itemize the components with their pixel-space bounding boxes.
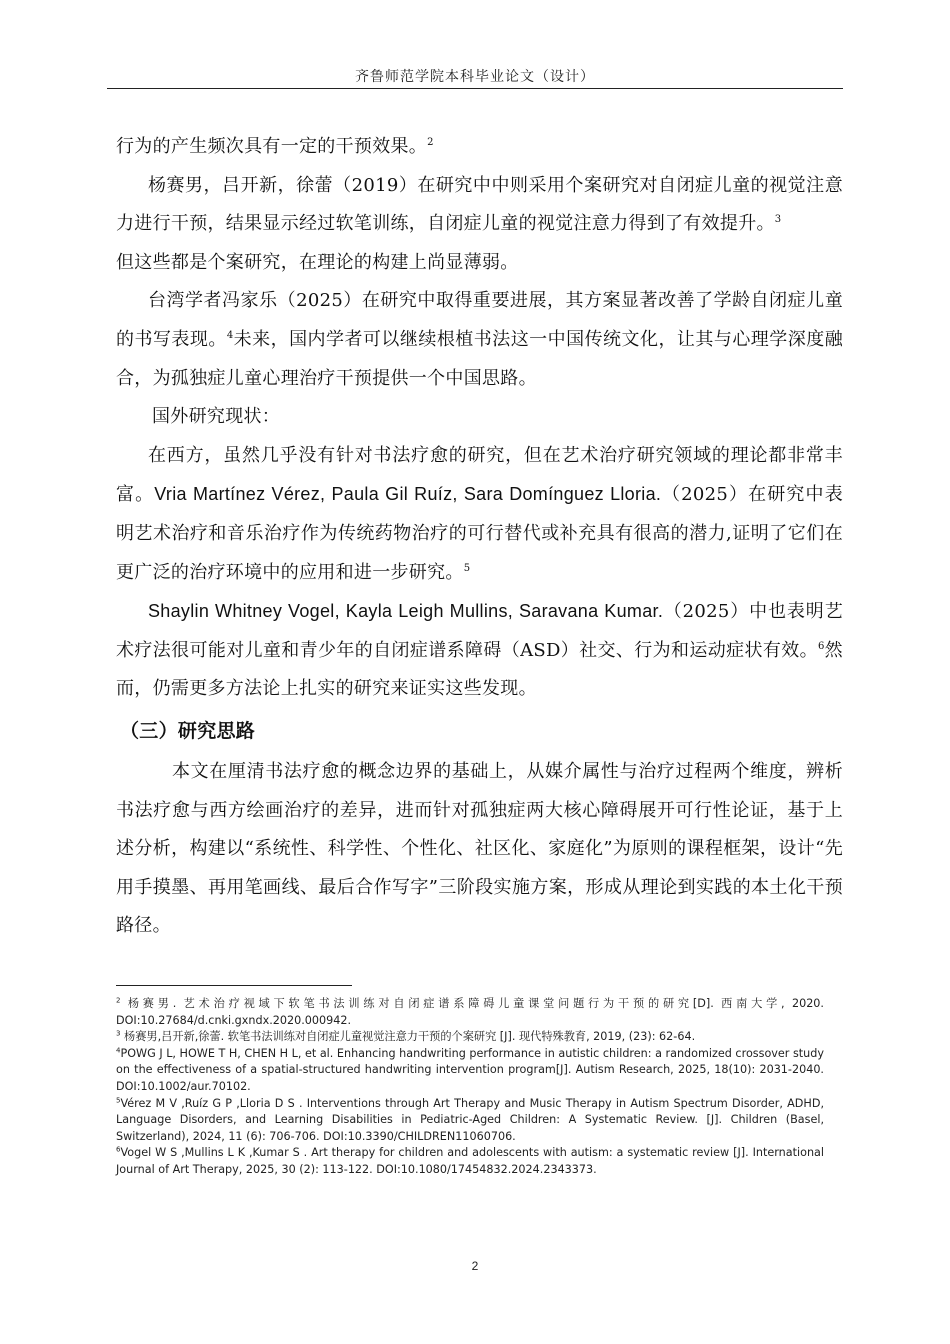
footnote-item xyxy=(116,1145,824,1178)
footnote-item xyxy=(116,996,824,1029)
paragraph-text: 在西方，虽然几乎没有针对书法疗愈的研究，但在艺术治疗研究领域的理论都非常丰富。 xyxy=(116,444,843,506)
header-divider xyxy=(107,88,843,89)
footnote-item xyxy=(116,1029,824,1046)
footnote-ref[interactable]: 6 xyxy=(817,640,825,652)
footnote-item xyxy=(116,1046,824,1096)
footnote-text: Vérez M V ,Ruíz G P ,Lloria D S . Interventions through Art Therapy and Music Therapy in Autism Spectrum Disorder, ADHD, Language Disorders, and Learning Disabilities in Pediatric-Aged Children: A Systematic Review. [J]. Children (Basel, Switzerland), 2024, 11 (6): 706-706. DOI:10.3390/CHILDREN11060706. xyxy=(116,1096,824,1143)
paragraph-text: 台湾学者冯家乐（2025）在研究中取得重要进展，其方案显著改善了学龄自闭症儿童的书写表现。 xyxy=(116,290,843,350)
paragraph-text: 杨赛男，吕开新，徐蕾（2019）在研究中中则采用个案研究对自闭症儿童的视觉注意力进行干预，结果显示经过软笔训练，自闭症儿童的视觉注意力得到了有效提升。 xyxy=(116,174,843,235)
page-number: 2 xyxy=(471,1259,479,1273)
footnote-number: 3 xyxy=(116,1029,121,1038)
subsection-label: 国外研究现状： xyxy=(152,406,281,428)
footnote-ref[interactable]: 4 xyxy=(226,329,234,341)
footnotes xyxy=(116,996,824,1179)
paragraph-text: 未来，国内学者可以继续根植书法这一中国传统文化，让其与心理学深度融合，为孤独症儿童心理治疗干预提供一个中国思路。 xyxy=(116,328,843,389)
paragraph-text: 然而，仍需更多方法论上扎实的研究来证实这些发现。 xyxy=(116,639,843,700)
paragraph-7: 本文在厘清书法疗愈的概念边界的基础上，从媒介属性与治疗过程两个维度，辨析书法疗愈与西方绘画治疗的差异，进而针对孤独症两大核心障碍展开可行性论证，基于上述分析，构建以“系统性、科学性、个性化、社区化、家庭化”为原则的课程框架，设计“先用手摸墨、再用笔画线、最后合作写字”三阶段实施方案，形成从理论到实践的本土化干预路径。 xyxy=(116,760,843,937)
footnote-ref[interactable]: 3 xyxy=(774,214,782,226)
author-names: Vria Martínez Vérez, Paula Gil Ruíz, Sara Domínguez Lloria. xyxy=(154,484,662,505)
paragraph-text: 行为的产生频次具有一定的干预效果。 xyxy=(116,136,428,157)
paragraph-3 xyxy=(116,282,843,398)
footnote-text: 杨赛男. 艺术治疗视域下软笔书法训练对自闭症谱系障碍儿童课堂问题行为干预的研究[D]. 西南大学, 2020. DOI:10.27684/d.cnki.gxndx.2020.000942. xyxy=(116,997,824,1027)
paragraph-text: 但这些都是个案研究，在理论的构建上尚显薄弱。 xyxy=(116,251,519,273)
author-names: Shaylin Whitney Vogel, Kayla Leigh Mullins, Saravana Kumar. xyxy=(148,601,664,622)
paragraph-1 xyxy=(116,128,843,167)
footnote-text: POWG J L, HOWE T H, CHEN H L, et al. Enhancing handwriting performance in autistic children: a randomized crossover study on the effectiveness of a spatial-structured handwriting intervention program[J]. Autism Research, 2025, 18(10): 2031-2040. DOI:10.1002/aur.70102. xyxy=(116,1046,824,1093)
paragraph-6 xyxy=(116,592,843,709)
footnote-number: 5 xyxy=(116,1095,121,1104)
paragraph-2 xyxy=(116,167,843,283)
footnote-number: 6 xyxy=(116,1145,121,1154)
footnote-text: 杨赛男,吕开新,徐蕾. 软笔书法训练对自闭症儿童视觉注意力干预的个案研究 [J]. 现代特殊教育, 2019, (23): 62-64. xyxy=(120,1030,696,1044)
footnote-item xyxy=(116,1096,824,1146)
main-body xyxy=(116,128,843,946)
paragraph-text: （2025）中也表明艺术疗法很可能对儿童和青少年的自闭症谱系障碍（ASD）社交、行为和运动症状有效。 xyxy=(116,601,844,661)
paragraph-text: （2025）在研究中表明艺术治疗和音乐治疗作为传统药物治疗的可行替代或补充具有很高的潜力,证明了它们在更广泛的治疗环境中的应用和进一步研究。 xyxy=(116,484,843,583)
paragraph-5 xyxy=(116,437,843,592)
section-heading: （三）研究思路 xyxy=(120,719,256,742)
footnote-divider xyxy=(116,985,352,986)
footnote-ref[interactable]: 2 xyxy=(427,137,434,148)
footnote-number: 2 xyxy=(116,996,121,1005)
footnote-text: Vogel W S ,Mullins L K ,Kumar S . Art therapy for children and adolescents with autism: a systematic review [J]. International Journal of Art Therapy, 2025, 30 (2): 113-122. DOI:10.1080/17454832.2024.2343373. xyxy=(116,1146,824,1176)
page-header: 齐鲁师范学院本科毕业论文（设计） xyxy=(355,69,595,85)
footnote-number: 4 xyxy=(116,1046,121,1055)
footnote-ref[interactable]: 5 xyxy=(463,562,471,574)
